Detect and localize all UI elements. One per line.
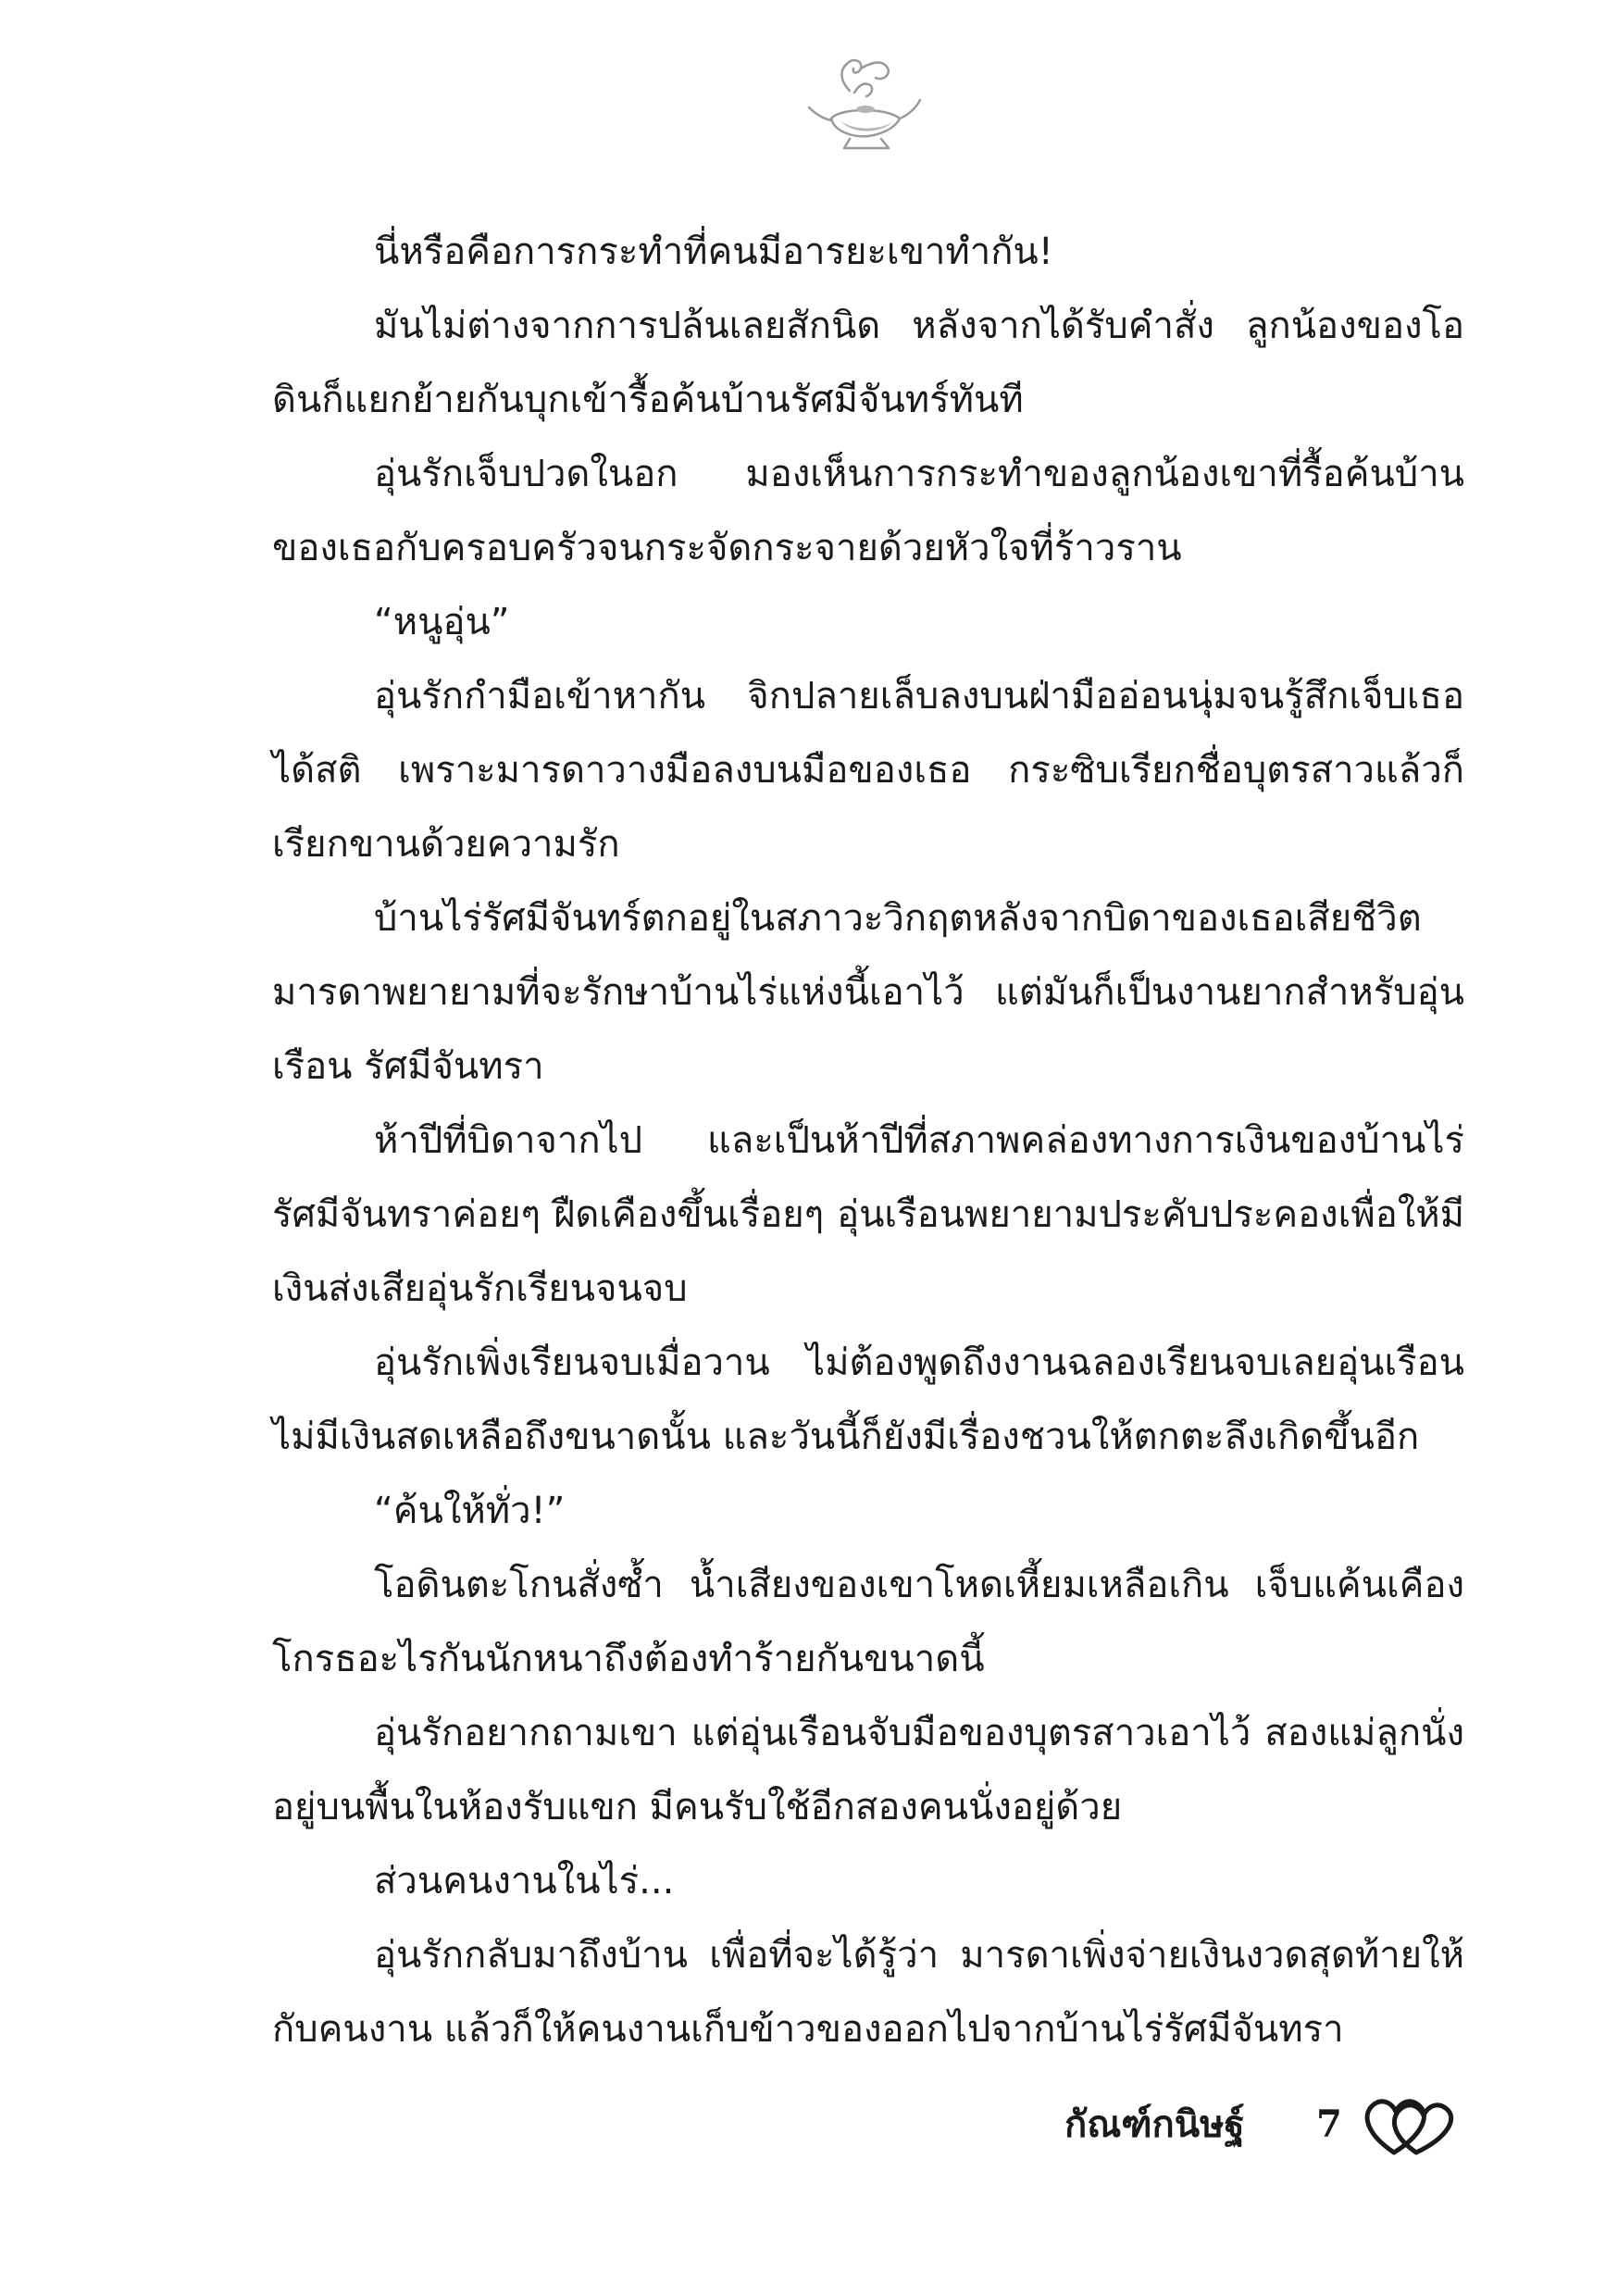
story-body: [272, 215, 1464, 2066]
paragraph: มันไม่ต่างจากการปล้นเลยสักนิด หลังจากได้รับคำสั่ง ลูกน้องของโอดินก็แยกย้ายกันบุกเข้ารื้อค้นบ้านรัศมีจันทร์ทันที: [272, 305, 1464, 421]
paragraph: ห้าปีที่บิดาจากไป และเป็นห้าปีที่สภาพคล่องทางการเงินของบ้านไร่รัศมีจันทราค่อยๆ ฝืดเคืองขึ้นเรื่อยๆ อุ่นเรือนพยายามประคับประคองเพื่อให้มีเงินส่งเสียอุ่นรักเรียนจนจบ: [272, 1119, 1464, 1310]
paragraph: “หนูอุ่น”: [374, 601, 510, 643]
page-footer: [1046, 2088, 1472, 2162]
paragraph: “ค้นให้ทั่ว!”: [374, 1490, 566, 1532]
paragraph: อุ่นรักกำมือเข้าหากัน จิกปลายเล็บลงบนฝ่ามืออ่อนนุ่มจนรู้สึกเจ็บเธอได้สติ เพราะมารดาวางมือลงบนมือของเธอ กระซิบเรียกชื่อบุตรสาวแล้วก็เรียกขานด้วยความรัก: [272, 675, 1464, 866]
paragraph: นี่หรือคือการกระทำที่คนมีอารยะเขาทำกัน!: [374, 231, 1053, 273]
page-number: 7: [1316, 2103, 1342, 2146]
paragraph: อุ่นรักเพิ่งเรียนจบเมื่อวาน ไม่ต้องพูดถึงงานฉลองเรียนจบเลยอุ่นเรือนไม่มีเงินสดเหลือถึงขนาดนั้น และวันนี้ก็ยังมีเรื่องชวนให้ตกตะลึงเกิดขึ้นอีก: [272, 1341, 1464, 1458]
paragraph: อุ่นรักกลับมาถึงบ้าน เพื่อที่จะได้รู้ว่า มารดาเพิ่งจ่ายเงินงวดสุดท้ายให้กับคนงาน แล้วก็ให้คนงานเก็บข้าวของออกไปจากบ้านไร่รัศมีจันทรา: [272, 1934, 1464, 2051]
paragraph: อุ่นรักอยากถามเขา แต่อุ่นเรือนจับมือของบุตรสาวเอาไว้ สองแม่ลูกนั่งอยู่บนพื้นในห้องรับแขก มีคนรับใช้อีกสองคนนั่งอยู่ด้วย: [272, 1712, 1464, 1828]
paragraph: บ้านไร่รัศมีจันทร์ตกอยู่ในสภาวะวิกฤตหลังจากบิดาของเธอเสียชีวิตมารดาพยายามที่จะรักษาบ้านไร่แห่งนี้เอาไว้ แต่มันก็เป็นงานยากสำหรับอุ่นเรือน รัศมีจันทรา: [272, 897, 1464, 1088]
double-heart-icon: [1359, 2088, 1461, 2162]
paragraph: ส่วนคนงานในไร่...: [374, 1860, 675, 1903]
paragraph: โอดินตะโกนสั่งซ้ำ น้ำเสียงของเขาโหดเหี้ยมเหลือเกิน เจ็บแค้นเคืองโกรธอะไรกันนักหนาถึงต้องทำร้ายกันขนาดนี้: [272, 1564, 1464, 1680]
paragraph: อุ่นรักเจ็บปวดในอก มองเห็นการกระทำของลูกน้องเขาที่รื้อค้นบ้านของเธอกับครอบครัวจนกระจัดกระจายด้วยหัวใจที่ร้าวราน: [272, 453, 1464, 569]
genie-lamp-icon: [803, 54, 924, 156]
author-name: กัณฑ์กนิษฐ์: [1064, 2103, 1245, 2146]
